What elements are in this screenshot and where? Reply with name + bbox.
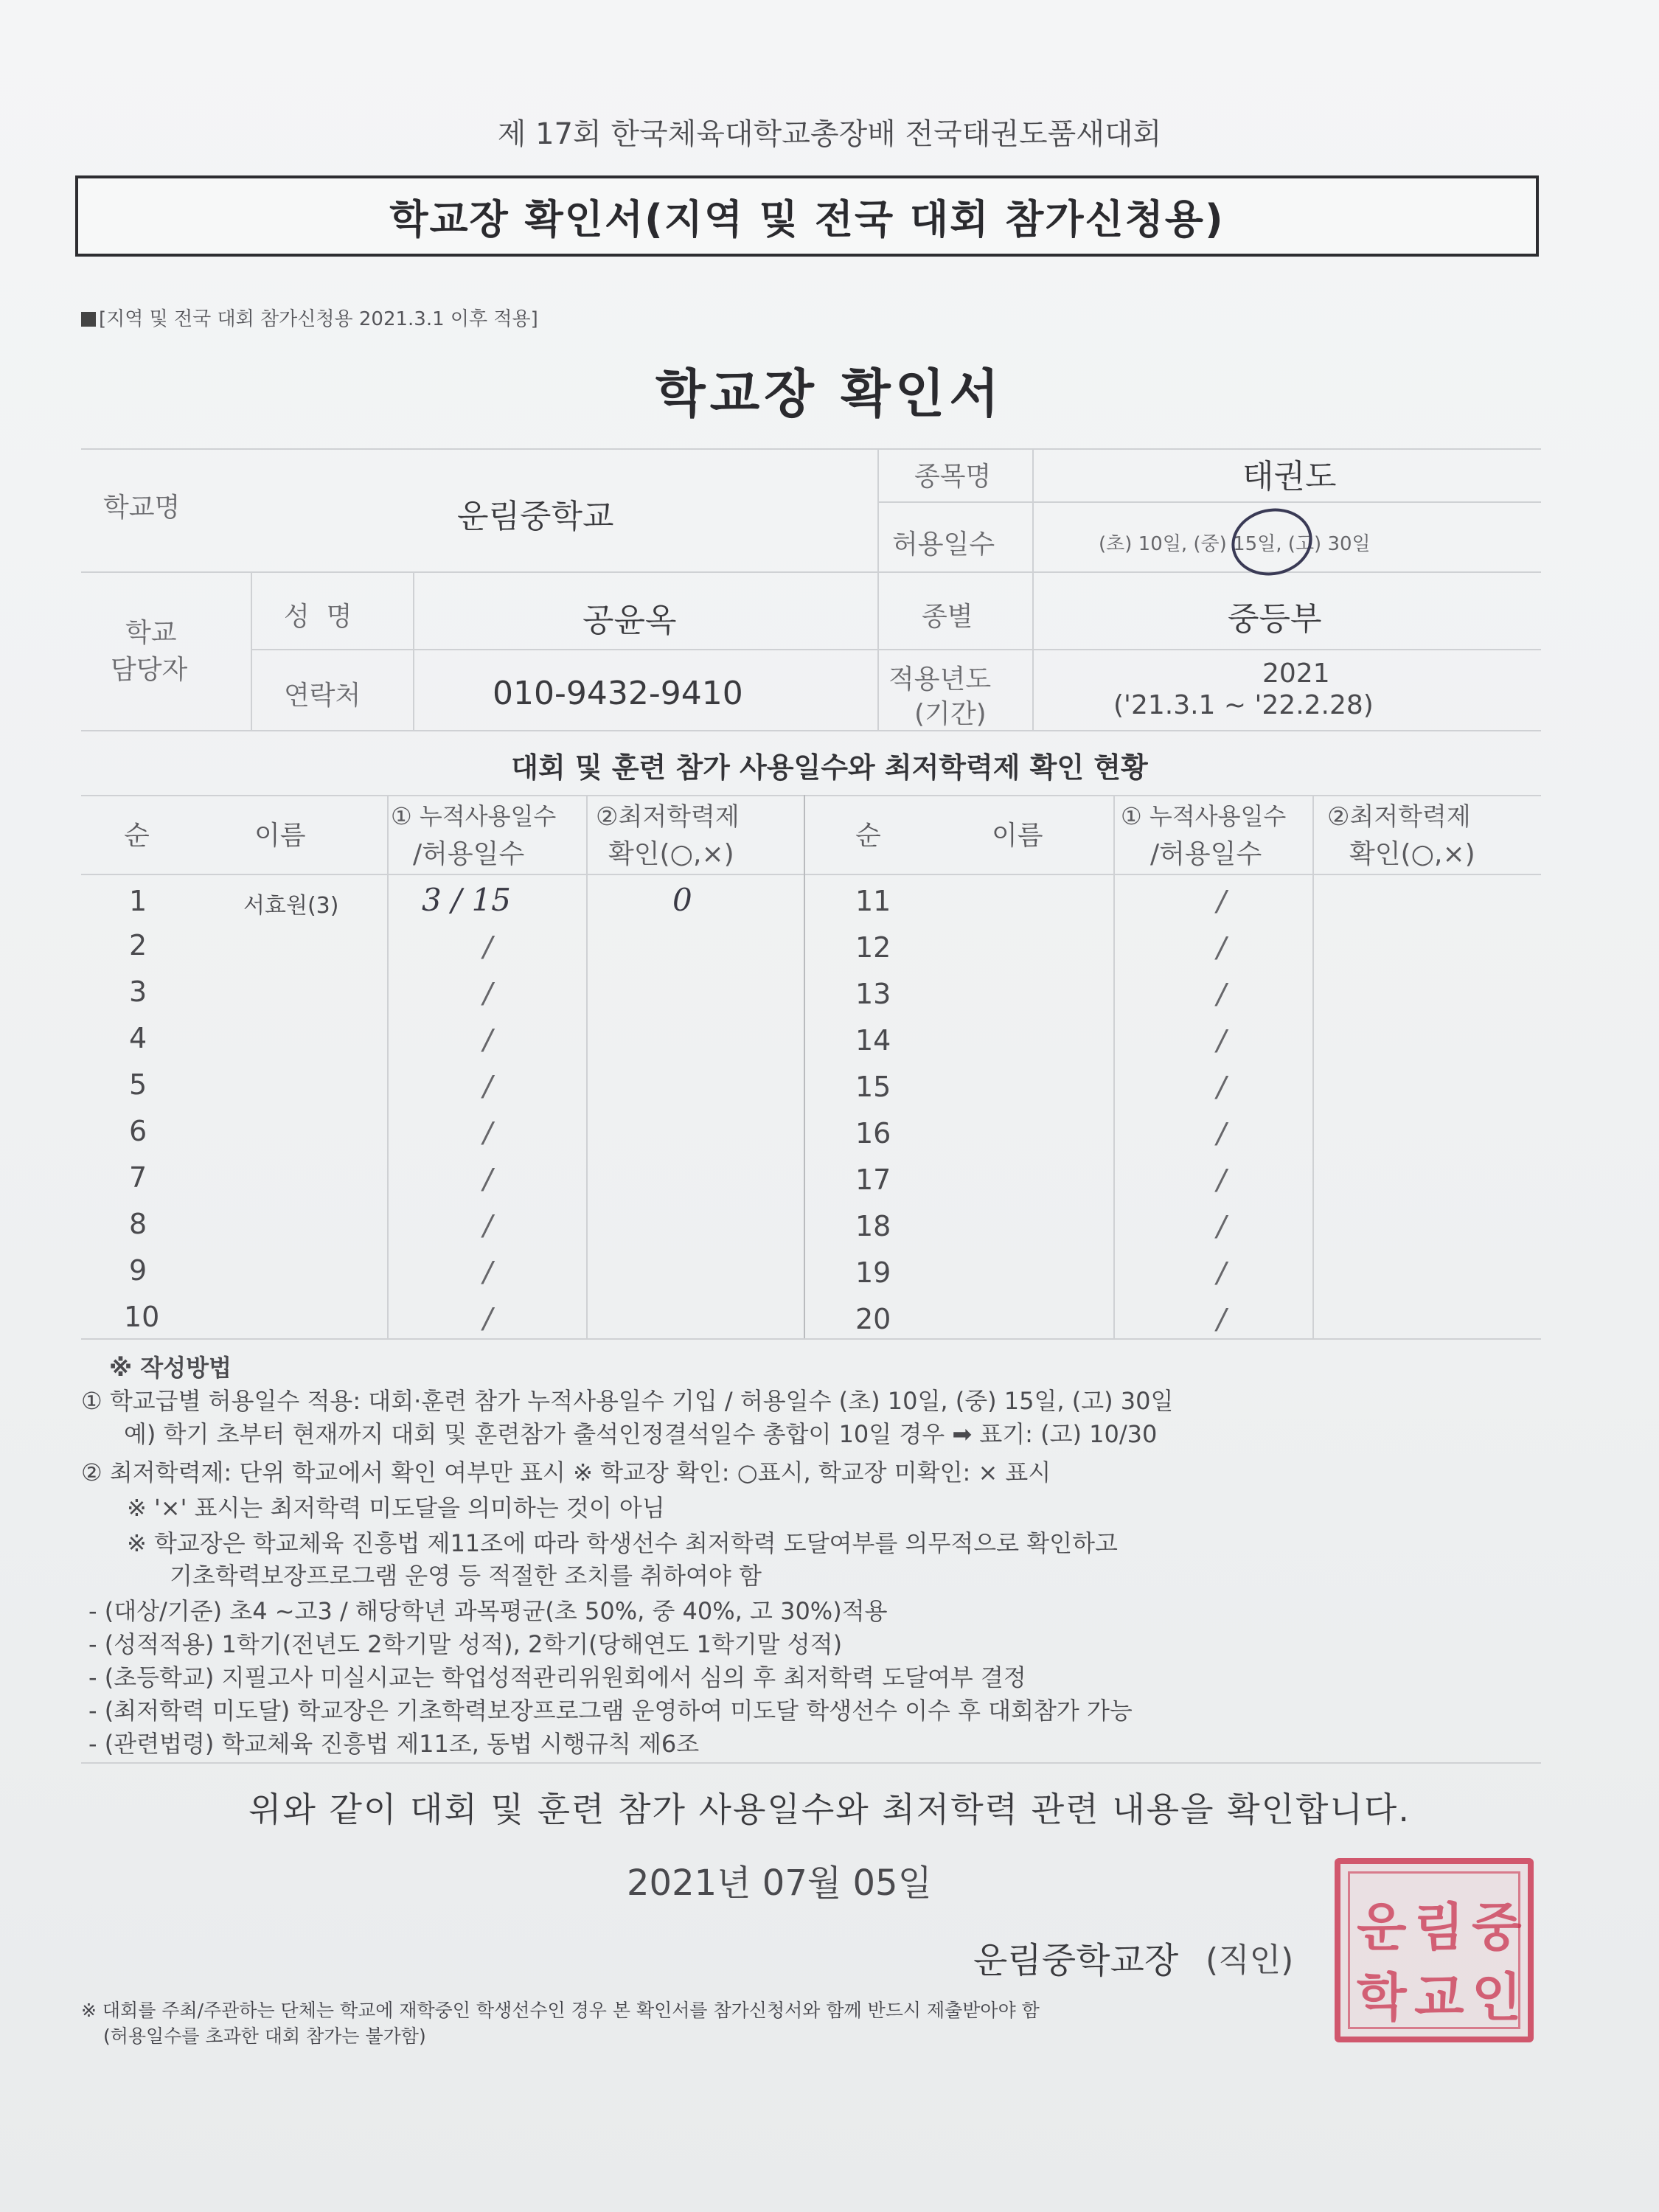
row-number: 11: [855, 885, 891, 917]
used-days: 3 / 15: [422, 882, 512, 918]
note-line: 예) 학기 초부터 현재까지 대회 및 훈련참가 출석인정결석일수 총합이 10일 경우 ➡ 표기: (고) 10/30: [124, 1420, 1158, 1448]
header-seq-left: 순: [124, 821, 150, 851]
info-line-sport: [877, 501, 1541, 503]
note-line: - (관련법령) 학교체육 진흥법 제11조, 동법 시행규칙 제6조: [88, 1730, 700, 1758]
header-name-left: 이름: [254, 821, 306, 851]
category-label: 종별: [922, 602, 973, 632]
section-title: 대회 및 훈련 참가 사용일수와 최저학력제 확인 현황: [511, 751, 1148, 784]
row-number: 15: [855, 1071, 891, 1103]
header-seq-right: 순: [855, 821, 881, 851]
row-number: 12: [855, 931, 891, 964]
event-title: 제 17회 한국체육대학교총장배 전국태권도품새대회: [497, 117, 1162, 151]
used-days: /: [1217, 978, 1226, 1010]
year-label-1: 적용년도: [888, 664, 992, 695]
used-days: /: [483, 931, 493, 963]
used-days: /: [1217, 1164, 1226, 1196]
main-title: 학교장 확인서: [655, 364, 1004, 424]
year-value: 2021: [1262, 658, 1330, 689]
student-name: 서효원(3): [243, 893, 339, 919]
note-line: 기초학력보장프로그램 운영 등 적절한 조치를 취하여야 함: [170, 1562, 762, 1590]
info-vline-right: [1032, 448, 1034, 730]
header-check-right-2: 확인(○,×): [1349, 839, 1475, 869]
notes-bottom-border: [81, 1762, 1541, 1764]
note-line: - (대상/기준) 초4 ~고3 / 해당학년 과목평균(초 50%, 중 40%, 고 30%)적용: [88, 1597, 888, 1625]
used-days: /: [1217, 931, 1226, 964]
used-days: /: [483, 1023, 493, 1056]
info-vline-contact: [251, 571, 252, 730]
used-days: /: [483, 1256, 493, 1288]
usage-col-right-1: [1113, 795, 1115, 1338]
school-label: 학교명: [103, 493, 181, 523]
row-number: 1: [129, 885, 147, 917]
contact-name: 공윤옥: [582, 602, 677, 639]
school-seal-stamp: 운 림 중 학 교 인: [1335, 1858, 1534, 2042]
form-title: 학교장 확인서(지역 및 전국 대회 참가신청용): [389, 195, 1225, 243]
category-value: 중등부: [1228, 600, 1322, 638]
year-label-2: (기간): [914, 699, 987, 729]
usage-col-left-2: [586, 795, 588, 1338]
usage-table-bottom-border: [81, 1338, 1541, 1340]
sport-name: 태권도: [1242, 458, 1337, 495]
header-used-right-1: ① 누적사용일수: [1121, 802, 1287, 830]
note-line: - (초등학교) 지필고사 미실시교는 학업성적관리위원회에서 심의 후 최저학력 도달여부 결정: [88, 1663, 1026, 1691]
row-number: 19: [855, 1256, 891, 1289]
header-used-right-2: /허용일수: [1150, 839, 1262, 869]
row-number: 3: [129, 975, 147, 1008]
principal-title: 운림중학교장: [973, 1940, 1179, 1981]
usage-col-right-2: [1312, 795, 1314, 1338]
used-days: /: [1217, 1024, 1226, 1057]
row-number: 13: [855, 978, 891, 1010]
bullet-square-icon: [81, 312, 96, 327]
header-used-left-2: /허용일수: [413, 839, 525, 869]
used-days: /: [1217, 1303, 1226, 1335]
note-line: ① 학교급별 허용일수 적용: 대회·훈련 참가 누적사용일수 기입 / 허용일수 (초) 10일, (중) 15일, (고) 30일: [81, 1387, 1174, 1415]
usage-table-header-border: [81, 874, 1541, 875]
allowed-days-value: (초) 10일, (중) 15일, (고) 30일: [1099, 533, 1371, 555]
phone-value: 010-9432-9410: [493, 675, 743, 712]
used-days: /: [483, 1302, 493, 1335]
issue-date: 2021년 07월 05일: [627, 1863, 932, 1904]
seal-label: (직인): [1206, 1941, 1294, 1979]
used-days: /: [1217, 1071, 1226, 1103]
notes-heading: ※ 작성방법: [109, 1354, 232, 1382]
sport-label: 종목명: [914, 462, 992, 492]
info-vline-contact-value: [413, 571, 414, 730]
row-number: 5: [129, 1068, 147, 1101]
header-name-right: 이름: [992, 821, 1043, 851]
name-label: 성 명: [284, 602, 352, 632]
used-days: /: [1217, 885, 1226, 917]
footer-note-2: (허용일수를 초과한 대회 참가는 불가함): [103, 2025, 426, 2047]
usage-table-divider: [804, 795, 805, 1338]
row-number: 8: [129, 1208, 147, 1240]
used-days: /: [1217, 1210, 1226, 1242]
row-number: 2: [129, 929, 147, 961]
row-number: 14: [855, 1024, 891, 1057]
row-number: 4: [129, 1022, 147, 1054]
info-line-mid: [81, 571, 1541, 573]
check-mark: 0: [672, 882, 692, 918]
row-number: 18: [855, 1210, 891, 1242]
note-line: ② 최저학력제: 단위 학교에서 확인 여부만 표시 ※ 학교장 확인: ○표시, 학교장 미확인: × 표시: [81, 1458, 1051, 1486]
row-number: 10: [124, 1301, 160, 1333]
contact-label-2: 담당자: [111, 655, 188, 685]
usage-table-top-border: [81, 795, 1541, 796]
year-period: ('21.3.1 ~ '22.2.28): [1113, 690, 1374, 720]
scope-note-text: [지역 및 전국 대회 참가신청용 2021.3.1 이후 적용]: [99, 308, 538, 330]
info-vline-center: [877, 448, 879, 730]
used-days: /: [1217, 1256, 1226, 1289]
form-title-box: [75, 175, 1539, 257]
row-number: 17: [855, 1164, 891, 1196]
note-line: ※ '×' 표시는 최저학력 미도달을 의미하는 것이 아님: [127, 1494, 665, 1522]
phone-label: 연락처: [284, 681, 361, 711]
contact-label-1: 학교: [125, 618, 177, 648]
info-line-contact: [251, 649, 1541, 650]
used-days: /: [1217, 1117, 1226, 1150]
usage-col-left-1: [387, 795, 389, 1338]
header-used-left-1: ① 누적사용일수: [391, 802, 557, 830]
note-line: - (최저학력 미도달) 학교장은 기초학력보장프로그램 운영하여 미도달 학생선수 이수 후 대회참가 가능: [88, 1697, 1133, 1725]
header-check-left-2: 확인(○,×): [608, 839, 734, 869]
confirmation-statement: 위와 같이 대회 및 훈련 참가 사용일수와 최저학력 관련 내용을 확인합니다.: [248, 1790, 1411, 1829]
allowed-days-label: 허용일수: [892, 529, 995, 560]
header-check-right-1: ②최저학력제: [1327, 802, 1471, 832]
scope-note: [81, 304, 538, 331]
row-number: 20: [855, 1303, 891, 1335]
used-days: /: [483, 1070, 493, 1102]
row-number: 9: [129, 1254, 147, 1287]
row-number: 6: [129, 1115, 147, 1147]
row-number: 7: [129, 1161, 147, 1194]
school-name: 운림중학교: [457, 498, 614, 535]
info-table-bottom-border: [81, 730, 1541, 731]
note-line: - (성적적용) 1학기(전년도 2학기말 성적), 2학기(당해연도 1학기말 성적): [88, 1630, 843, 1658]
used-days: /: [483, 1209, 493, 1242]
row-number: 16: [855, 1117, 891, 1150]
note-line: ※ 학교장은 학교체육 진흥법 제11조에 따라 학생선수 최저학력 도달여부를 의무적으로 확인하고: [127, 1529, 1118, 1557]
header-check-left-1: ②최저학력제: [596, 802, 740, 832]
used-days: /: [483, 1163, 493, 1195]
footer-note-1: ※ 대회를 주최/주관하는 단체는 학교에 재학중인 학생선수인 경우 본 확인서를 참가신청서와 함께 반드시 제출받아야 함: [81, 2000, 1040, 2021]
handwritten-circle-mark: [1225, 501, 1318, 583]
used-days: /: [483, 1116, 493, 1149]
used-days: /: [483, 977, 493, 1009]
